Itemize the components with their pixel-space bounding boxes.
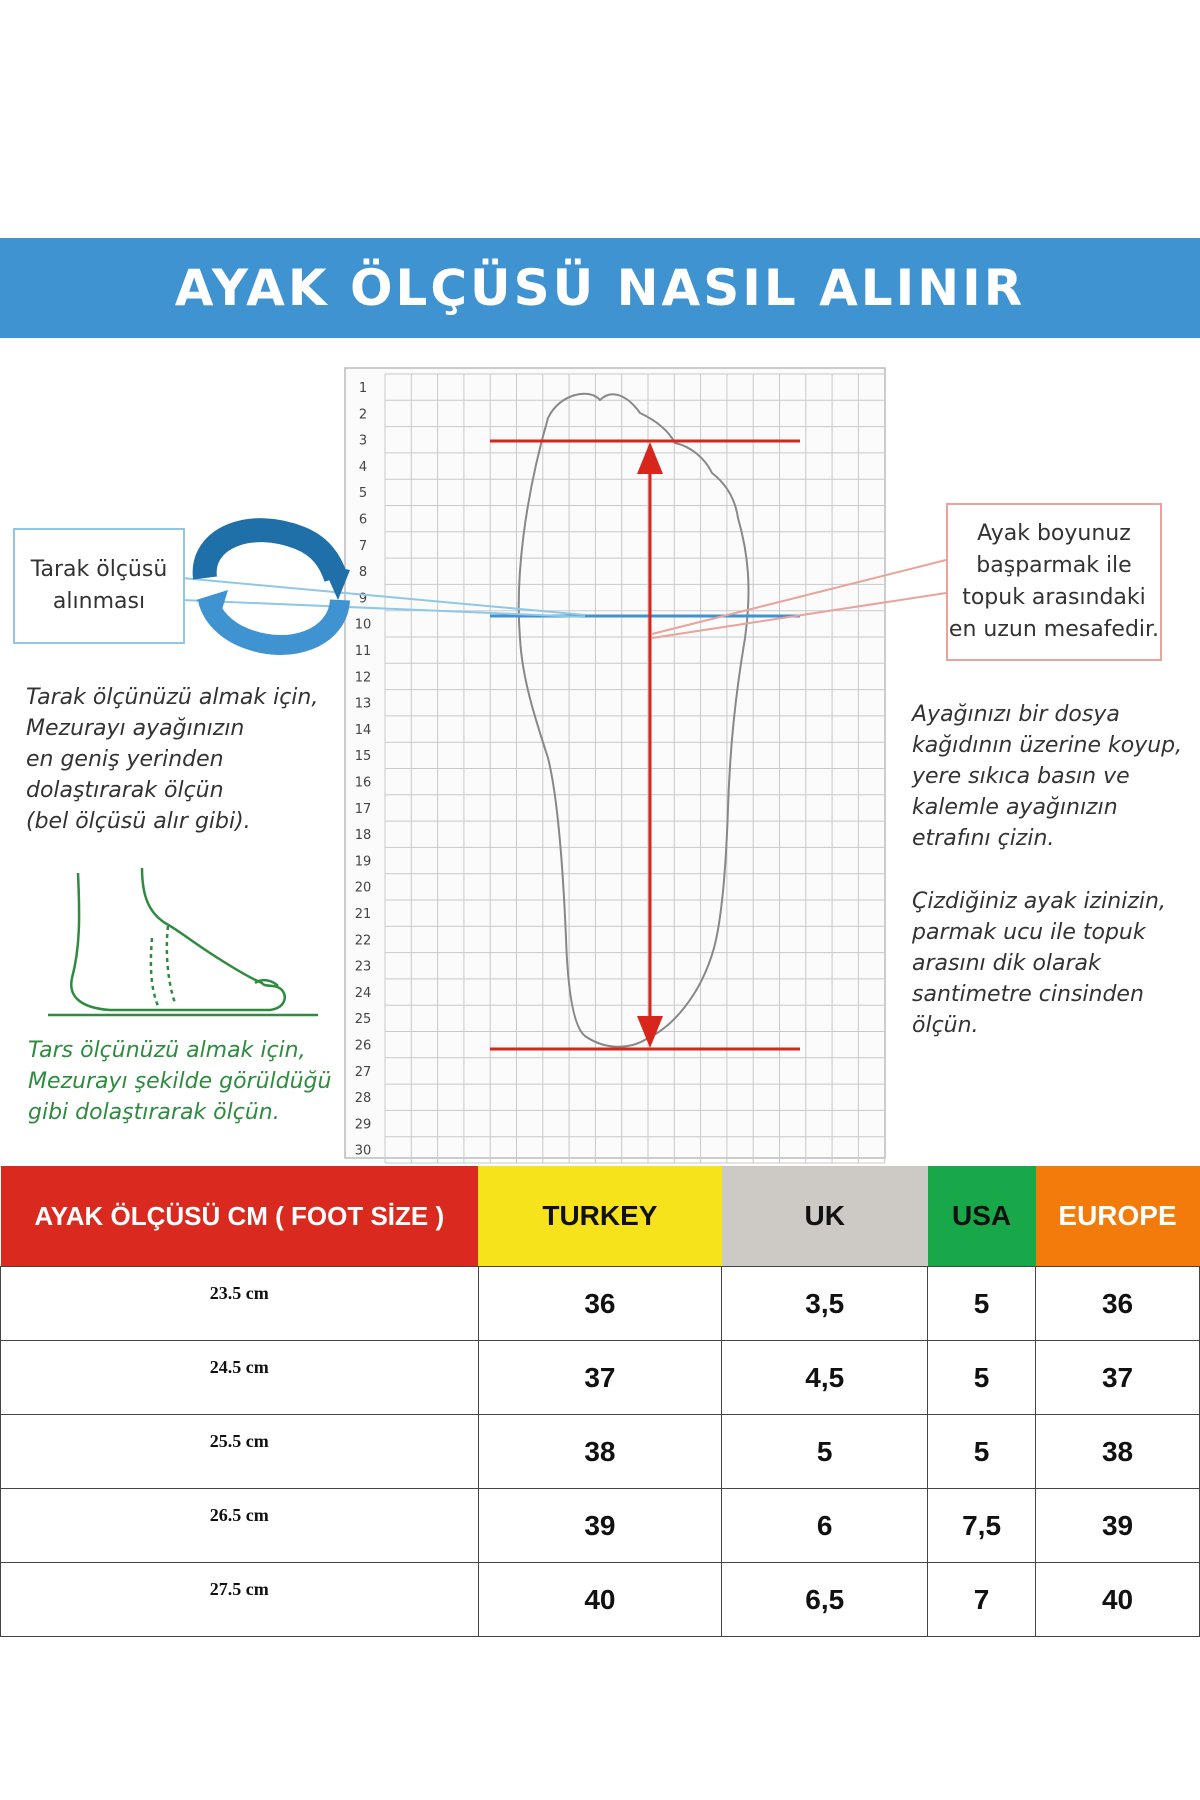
column-header: USA: [928, 1166, 1036, 1267]
grid-paper: [345, 368, 885, 1163]
comb-instructions: Tarak ölçünüzü almak için, Mezurayı ayağınızın en geniş yerinden dolaştırarak ölçün (bel ölçüsü alır gibi).: [26, 685, 319, 834]
grid-row-label: 23: [354, 959, 372, 975]
grid-row-label: 8: [358, 565, 368, 581]
size-cell: 5: [928, 1415, 1036, 1489]
size-table-header: [1, 1166, 1200, 1267]
measuring-instructions: Çizdiğiniz ayak izinizin, parmak ucu ile topuk arasını dik olarak santimetre cinsinden ölçün.: [912, 889, 1166, 1038]
size-cell: 5: [722, 1415, 928, 1489]
foot-size-cell: 23.5 cm: [1, 1267, 479, 1341]
grid-border: [345, 368, 885, 1158]
table-row: [1, 1267, 1200, 1341]
size-cell: 6: [722, 1489, 928, 1563]
grid-row-label: 13: [354, 696, 372, 712]
grid-row-label: 9: [358, 591, 368, 607]
size-cell: 36: [478, 1267, 722, 1341]
side-foot-icon: [48, 868, 318, 1015]
foot-size-cell: 25.5 cm: [1, 1415, 479, 1489]
table-row: [1, 1489, 1200, 1563]
grid-row-label: 18: [354, 828, 372, 844]
size-cell: 5: [928, 1267, 1036, 1341]
grid-row-label: 17: [354, 801, 372, 817]
foot-size-cell: 24.5 cm: [1, 1341, 479, 1415]
grid-row-label: 3: [358, 433, 368, 449]
grid-row-label: 5: [358, 486, 368, 502]
grid-row-label: 29: [354, 1117, 372, 1133]
circular-arrows-icon: [196, 530, 350, 645]
foot-size-cell: 27.5 cm: [1, 1563, 479, 1637]
table-row: [1, 1415, 1200, 1489]
size-table-body: [1, 1267, 1200, 1637]
size-cell: 6,5: [722, 1563, 928, 1637]
grid-row-label: 1: [358, 381, 368, 396]
foot-length-callout: Ayak boyunuz başparmak ile topuk arasındaki en uzun mesafedir.: [946, 503, 1162, 661]
grid-row-label: 30: [354, 1143, 372, 1159]
size-cell: 40: [1036, 1563, 1200, 1637]
size-cell: 39: [1036, 1489, 1200, 1563]
size-cell: 3,5: [722, 1267, 928, 1341]
tracing-instructions: Ayağınızı bir dosya kağıdının üzerine koyup, yere sıkıca basın ve kalemle ayağınızın etrafını çizin.: [912, 702, 1183, 851]
grid-row-label: 26: [354, 1038, 372, 1054]
grid-row-label: 11: [354, 644, 372, 659]
comb-measure-callout: Tarak ölçüsü alınması: [13, 528, 185, 644]
grid-row-label: 15: [354, 749, 372, 765]
size-cell: 5: [928, 1341, 1036, 1415]
size-cell: 4,5: [722, 1341, 928, 1415]
column-header: UK: [722, 1166, 928, 1267]
grid-row-label: 7: [358, 538, 368, 554]
grid-row-label: 12: [354, 670, 372, 686]
grid-row-label: 20: [354, 880, 372, 896]
size-cell: 7,5: [928, 1489, 1036, 1563]
grid-row-label: 16: [354, 775, 372, 791]
size-cell: 37: [478, 1341, 722, 1415]
grid-row-label: 25: [354, 1012, 372, 1028]
grid-row-label: 19: [354, 854, 372, 870]
size-cell: 7: [928, 1563, 1036, 1637]
column-header: TURKEY: [478, 1166, 722, 1267]
grid-row-label: 24: [354, 985, 372, 1001]
size-cell: 40: [478, 1563, 722, 1637]
grid-row-label: 14: [354, 722, 372, 738]
size-cell: 38: [478, 1415, 722, 1489]
grid-row-label: 4: [358, 459, 368, 475]
illustration-area: [0, 338, 1200, 1166]
foot-size-cell: 26.5 cm: [1, 1489, 479, 1563]
grid-row-label: 6: [358, 512, 368, 528]
size-cell: 36: [1036, 1267, 1200, 1341]
size-cell: 38: [1036, 1415, 1200, 1489]
grid-row-label: 28: [354, 1091, 372, 1107]
column-header: EUROPE: [1036, 1166, 1200, 1267]
header-banner: [0, 238, 1200, 338]
grid-row-label: 2: [358, 407, 368, 423]
table-row: [1, 1563, 1200, 1637]
size-cell: 37: [1036, 1341, 1200, 1415]
page-title: AYAK ÖLÇÜSÜ NASIL ALINIR: [174, 259, 1026, 317]
table-row: [1, 1341, 1200, 1415]
tarsus-instructions: Tars ölçünüzü almak için, Mezurayı şekilde görüldüğü gibi dolaştırarak ölçün.: [28, 1038, 332, 1125]
size-cell: 39: [478, 1489, 722, 1563]
size-table: [0, 1166, 1200, 1637]
grid-row-label: 21: [354, 907, 372, 922]
column-header: AYAK ÖLÇÜSÜ CM ( FOOT SİZE ): [1, 1166, 479, 1267]
grid-row-label: 10: [354, 617, 372, 633]
grid-row-label: 27: [354, 1064, 372, 1080]
grid-row-label: 22: [354, 933, 372, 949]
